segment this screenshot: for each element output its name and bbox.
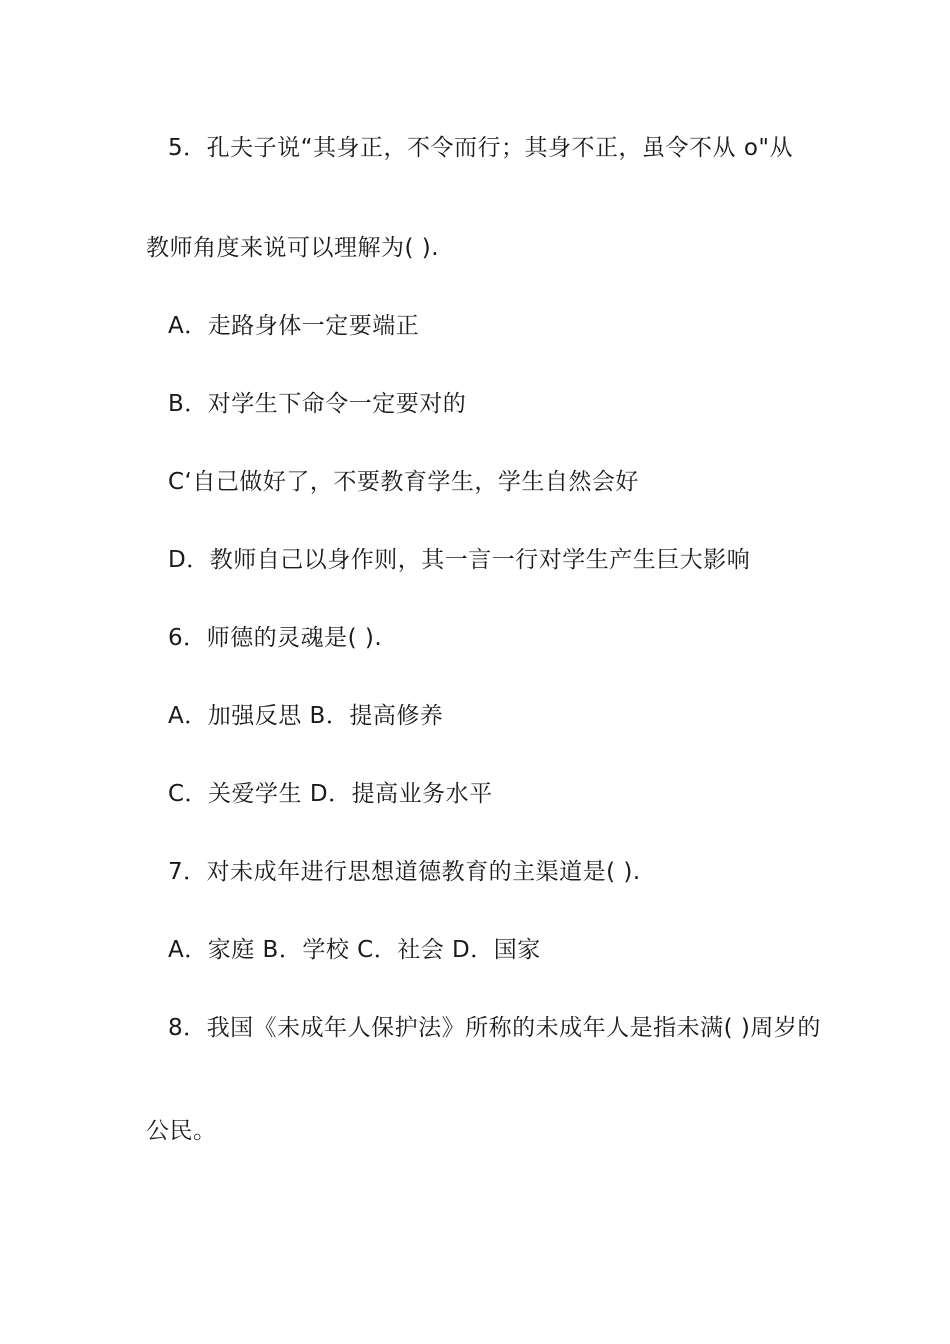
question-7-options: A．家庭 B．学校 C．社会 D．国家 xyxy=(168,937,541,963)
question-6-options-cd: C．关爱学生 D．提高业务水平 xyxy=(168,781,493,807)
question-8-stem-line-1: 8．我国《未成年人保护法》所称的未成年人是指未满( )周岁的 xyxy=(168,1015,821,1041)
question-5-option-b: B．对学生下命令一定要对的 xyxy=(168,391,467,417)
question-5-stem-line-2: 教师角度来说可以理解为( ). xyxy=(146,235,440,261)
question-5-option-a: A．走路身体一定要端正 xyxy=(168,313,420,339)
question-5-stem-line-1: 5．孔夫子说“其身正，不令而行；其身不正，虽令不从 o"从 xyxy=(168,135,794,161)
question-8-stem-line-2: 公民。 xyxy=(146,1118,217,1144)
question-5-option-c: C‘自己做好了，不要教育学生，学生自然会好 xyxy=(168,469,639,495)
question-5-option-d: D．教师自己以身作则，其一言一行对学生产生巨大影响 xyxy=(168,547,751,573)
question-6-stem: 6．师德的灵魂是( ). xyxy=(168,625,383,651)
question-7-stem: 7．对未成年进行思想道德教育的主渠道是( ). xyxy=(168,859,641,885)
question-6-options-ab: A．加强反思 B．提高修养 xyxy=(168,703,444,729)
